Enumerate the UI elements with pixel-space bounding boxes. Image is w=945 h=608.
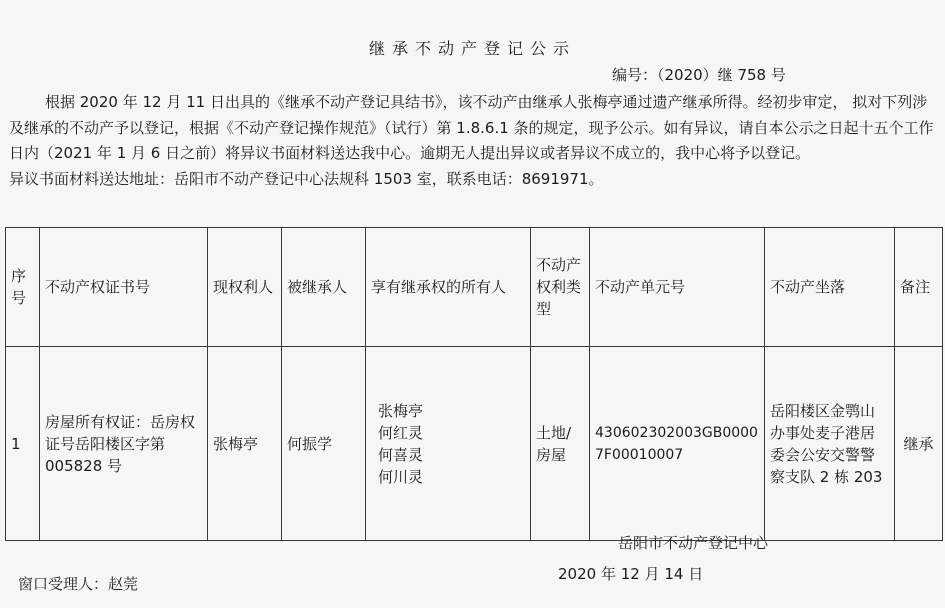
heir-name: 何喜灵	[378, 445, 424, 464]
document-number: 编号：（2020）继 758 号	[612, 66, 786, 84]
objection-address: 异议书面材料送达地址：岳阳市不动产登记中心法规科 1503 室，联系电话：8691971。	[9, 169, 604, 188]
issue-date: 2020 年 12 月 14 日	[558, 565, 704, 583]
heir-name: 张梅亭	[378, 401, 424, 420]
cell-unit: 430602302003GB00007F00010007	[590, 347, 765, 541]
header-note: 备注	[895, 228, 943, 347]
header-seq: 序号	[6, 228, 40, 347]
header-unit: 不动产单元号	[590, 228, 765, 347]
header-deceased: 被继承人	[282, 228, 366, 347]
table-row	[6, 347, 943, 541]
notice-title: 继承不动产登记公示	[368, 39, 576, 58]
header-location: 不动产坐落	[765, 228, 895, 347]
table-header-row	[6, 228, 943, 347]
cell-heirs	[366, 347, 531, 541]
heir-name: 何川灵	[378, 467, 424, 486]
notice-paragraph: 根据 2020 年 12 月 11 日出具的《继承不动产登记具结书》，该不动产由继承人张梅亭通过遗产继承所得。经初步审定， 拟对下列涉及继承的不动产予以登记，根据《不动产登记操作规范》（试行）第 1.8.6.1 条的规定，现予公示。如有异议，请自本公示之日起十五个工作日内（2021 年 1 月 6 日之前）将异议书面材料送达我中心。逾期无人提出异议或者异议不成立的，我中心将予以登记。	[9, 93, 934, 162]
cell-location: 岳阳楼区金鹗山办事处麦子港居委会公安交警警察支队 2 栋 203	[765, 347, 895, 541]
cell-cert: 房屋所有权证：岳房权证号岳阳楼区字第 005828 号	[40, 347, 208, 541]
property-table	[5, 227, 943, 541]
window-clerk: 窗口受理人：赵莞	[18, 575, 139, 593]
header-heirs: 享有继承权的所有人	[366, 228, 531, 347]
cell-deceased: 何振学	[282, 347, 366, 541]
notice-body	[9, 90, 939, 192]
header-holder: 现权利人	[208, 228, 282, 347]
cell-type: 土地/房屋	[531, 347, 590, 541]
cell-note: 继承	[895, 347, 943, 541]
header-type: 不动产权利类型	[531, 228, 590, 347]
cell-seq: 1	[6, 347, 40, 541]
heir-name: 何红灵	[378, 423, 424, 442]
cell-holder: 张梅亭	[208, 347, 282, 541]
header-cert: 不动产权证书号	[40, 228, 208, 347]
issuing-organization: 岳阳市不动产登记中心	[618, 534, 769, 552]
